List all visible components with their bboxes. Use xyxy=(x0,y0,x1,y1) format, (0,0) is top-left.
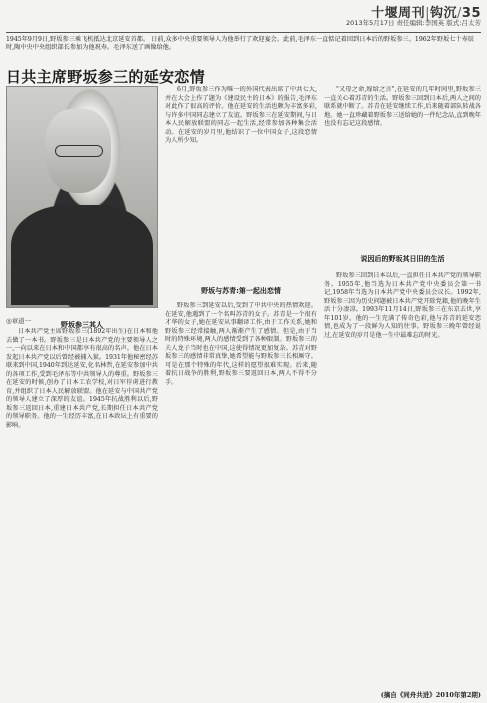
column-3 xyxy=(324,86,481,246)
issue-meta: 2013年5月17日 责任编辑:李国英 版式:吕太芳 xyxy=(346,19,481,27)
column-2b xyxy=(165,302,317,696)
headline: 日共主席野坂参三的延安恋情 xyxy=(6,68,205,86)
column-2-text: 6月,野坂参三作为唯一的外国代表出席了中共七大,并在大会上作了题为《建设民主的日本》的报告,毛泽东对此作了很高的评价。他在延安的生活也颇为丰富多彩,与许多中国同志建立了友谊。野坂参三在延安期间,与日本人民解放联盟的同志一起生活,经常参加各种集会活动。在延安的岁月里,他结识了一位中国女子,这段恋情为人所少知。 xyxy=(165,86,317,144)
masthead: 十堰周刊|钩沉/35 xyxy=(371,6,481,21)
photo-caption: 1945年9月9日,野坂参三乘飞机抵达北京延安首都。 日前,众多中央重要领导人为他举行了欢迎宴会。此前,毛泽东一直惦记着回到日本后的野坂参三。1962年野坂七十寿辰时,陶中央中央组织部长参加为他祝寿。毛泽东送了画像给他。 xyxy=(6,36,474,52)
top-rule xyxy=(6,32,481,33)
glasses-graphic xyxy=(55,145,103,157)
column-2 xyxy=(165,86,317,274)
subhead-2: 野坂与苏青:第一起出恋情 xyxy=(201,287,281,295)
column-1 xyxy=(6,328,158,696)
section-name: 钩沉 xyxy=(430,6,458,21)
column-2b-text: 野坂参三到延安以后,受到了中共中央的热情欢迎。在延安,他遇到了一个名叫苏青的女子。苏青是一个很有才华的女子,她在延安从事翻译工作,由于工作关系,她和野坂参三经常接触,两人渐渐产生了感情。但是,由于当时的特殊环境,两人的感情受到了各种限制。野坂参三的夫人龙子当时也在中国,这使得情况更加复杂。苏青对野坂参三的感情非常真挚,她希望能与野坂参三长相厮守。可是在那个特殊的年代,这样的愿望很难实现。后来,随着抗日战争的胜利,野坂参三要返回日本,两人不得不分手。 xyxy=(165,302,317,386)
subhead-1: 野坂参三其人 xyxy=(61,321,103,329)
paper-name: 十堰周刊 xyxy=(371,6,426,21)
column-3-text: "又母之命,嫁给之言",在延安的几年时间里,野坂参三一直关心着苏青的生活。野坂参三回到日本后,两人之间的联系就中断了。苏青在延安继续工作,后来随着部队转战各地。她一直珍藏着野坂参三送给她的一件纪念品,直到晚年也没有忘记这段感情。 xyxy=(324,86,481,127)
source-note: (摘自《同舟共进》2010年第2期) xyxy=(380,691,481,699)
author-credit: ◎章道一 xyxy=(6,317,32,325)
photo-suit xyxy=(11,205,153,305)
column-3b-text: 野坂参三回到日本以后,一直担任日本共产党的领导职务。1955年,他当选为日本共产党中央委员会第一书记,1958年当选为日本共产党中央委员会议长。1992年,野坂参三因为历史问题被日本共产党开除党籍,他的晚年生活十分凄凉。1993年11月14日,野坂参三在东京去世,享年101岁。他的一生充满了传奇色彩,他与苏青的延安恋情,也成为了一段鲜为人知的往事。野坂参三晚年曾经说过,在延安的岁月是他一生中最难忘的时光。 xyxy=(324,272,481,339)
page-number: 35 xyxy=(461,6,481,21)
column-3b xyxy=(324,272,481,696)
portrait-photo xyxy=(6,86,158,308)
subhead-3: 说因后的野坂其日旧的生活 xyxy=(360,255,445,263)
column-1-text: 日本共产党主席野坂参三(1892年出生)在日本和他去做了一本书。野坂参三是日本共产党的主要领导人之一,一向以来在日本和中国都享有很高的名声。他在日本发起日本共产党以后曾经被捕入狱。1931年他秘密经苏联来到中国,1940年到达延安,化名林哲,在延安参加中共的各项工作,受到毛泽东等中共领导人的尊重。野坂参三在延安的时候,创办了日本工农学校,对日军俘虏进行教育,并组织了日本人民解放联盟。他在延安与中国共产党的领导人建立了深厚的友谊。1945年抗战胜利以后,野坂参三返回日本,重建日本共产党,长期担任日本共产党的领导职务。他的一生经历丰富,在日本政坛上有重要的影响。 xyxy=(6,328,158,429)
header xyxy=(0,0,487,28)
